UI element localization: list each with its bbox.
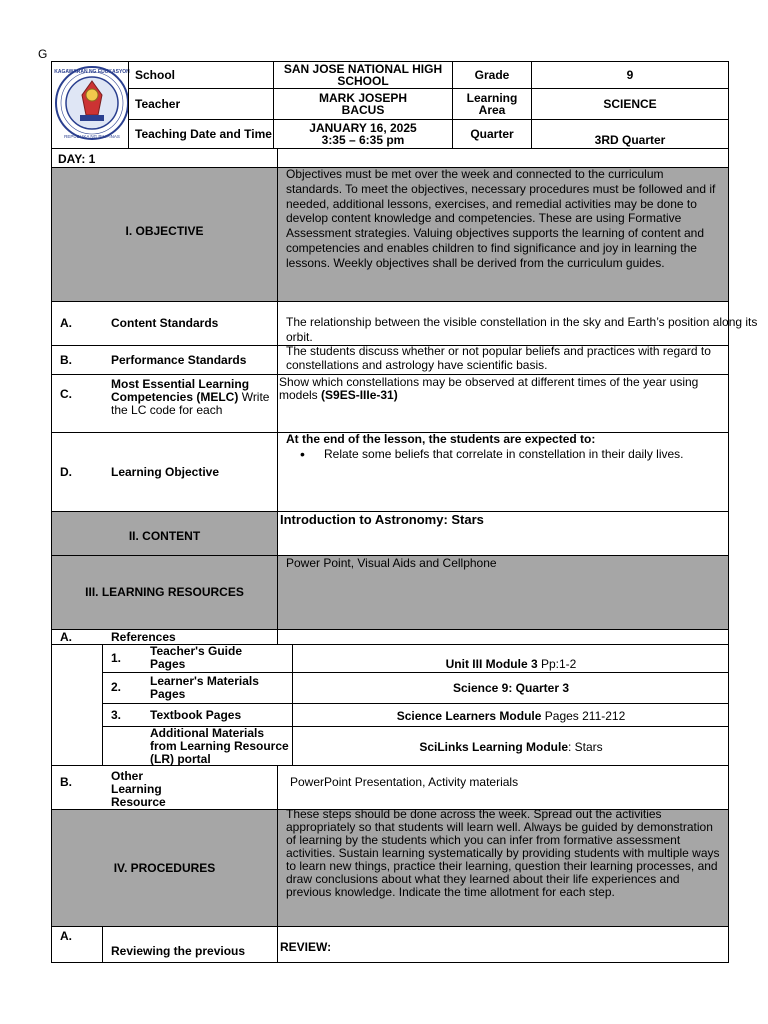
- reference-value-rest: Pages 211-212: [541, 709, 626, 723]
- reviewing-value: REVIEW:: [280, 940, 332, 954]
- corner-mark: G: [38, 47, 48, 61]
- time-value: 3:35 – 6:35 pm: [321, 133, 405, 147]
- reference-item-value: [293, 657, 729, 671]
- resources-title: III. LEARNING RESOURCES: [85, 585, 244, 599]
- svg-text:KAGAWARAN NG EDUKASYON: KAGAWARAN NG EDUKASYON: [54, 69, 130, 75]
- performance-standards-letter: B.: [60, 353, 72, 367]
- objective-text: Objectives must be met over the week and connected to the curriculum standards. To meet the objectives, necessary procedures must be followed and if needed, additional lessons, exercises, and remedial activities may be done to develop content knowledge and competencies. These are using Formative Assessment strategies. Valuing objectives supports the learning of content and competencies and enables children to find significance and joy in learning the lessons. Weekly objectives shall be derived from the curriculum guides.: [286, 167, 716, 270]
- reference-item-value: [293, 681, 729, 695]
- divider: [277, 345, 278, 375]
- content-title: II. CONTENT: [128, 529, 201, 543]
- reference-value-bold: Unit III Module 3: [445, 657, 538, 671]
- performance-standards-label: Performance Standards: [111, 353, 247, 367]
- divider: [277, 926, 278, 963]
- learning-objective-letter: D.: [60, 465, 72, 479]
- divider: [277, 374, 278, 433]
- reference-value-rest: Pp:1-2: [537, 657, 577, 671]
- melc-text-block: [279, 376, 727, 402]
- reference-item-label: Teacher's Guide Pages: [150, 644, 242, 671]
- other-resource-text: PowerPoint Presentation, Activity materials: [290, 775, 519, 789]
- deped-seal-icon: [54, 65, 130, 141]
- melc-code: (S9ES-IIIe-31): [321, 388, 398, 402]
- reviewing-letter: A.: [60, 929, 72, 943]
- content-standards-letter: A.: [60, 316, 72, 330]
- content-standards-label: Content Standards: [111, 316, 219, 330]
- date-time-cell: [273, 119, 453, 149]
- divider: [277, 432, 278, 512]
- reference-value-rest: : Stars: [568, 740, 603, 754]
- quarter-value: 3RD Quarter: [531, 119, 729, 149]
- quarter-label: Quarter: [452, 119, 532, 149]
- svg-text:REPUBLIKA NG PILIPINAS: REPUBLIKA NG PILIPINAS: [64, 134, 120, 139]
- reviewing-label: Reviewing the previous: [111, 944, 246, 958]
- reference-item-num: 3.: [111, 708, 122, 722]
- bullet-dot-icon: •: [300, 446, 305, 462]
- reference-item-num: 2.: [111, 680, 122, 694]
- objective-title: I. OBJECTIVE: [125, 224, 204, 238]
- divider: [277, 629, 278, 645]
- reference-item-label: Learner's Materials Pages: [150, 674, 259, 701]
- school-label: School: [128, 61, 274, 89]
- grade-label: Grade: [452, 61, 532, 89]
- reference-item-value: [293, 709, 729, 723]
- procedures-title: IV. PROCEDURES: [113, 861, 216, 875]
- grade-value: 9: [531, 61, 729, 89]
- area-label: Learning Area: [452, 88, 532, 120]
- melc-label: [111, 378, 271, 417]
- learning-objective-intro: At the end of the lesson, the students are expected to:: [286, 432, 596, 446]
- reference-item-label: Textbook Pages: [150, 708, 242, 722]
- reference-value-bold: SciLinks Learning Module: [419, 740, 568, 754]
- date-value: JANUARY 16, 2025: [309, 121, 417, 135]
- other-resource-label: Other Learning Resource: [111, 769, 166, 809]
- teacher-label: Teacher: [128, 88, 274, 120]
- resources-text: Power Point, Visual Aids and Cellphone: [286, 556, 497, 570]
- reference-item-label: Additional Materials from Learning Resource (LR) portal: [150, 726, 289, 766]
- reference-value-bold: Science Learners Module: [396, 709, 542, 723]
- learning-objective-label: Learning Objective: [111, 465, 220, 479]
- day-label: DAY: 1: [58, 152, 96, 166]
- melc-label-rest: Write the LC code for each: [111, 390, 270, 417]
- references-letter: A.: [60, 630, 72, 644]
- divider: [277, 765, 278, 810]
- reference-value-bold: Science 9: Quarter 3: [452, 681, 570, 695]
- melc-letter: C.: [60, 387, 72, 401]
- divider: [102, 926, 103, 963]
- references-label: References: [111, 630, 176, 644]
- performance-standards-text: The students discuss whether or not popular beliefs and practices with regard to constellations and astrology have scientific basis.: [286, 344, 711, 372]
- divider: [277, 301, 278, 346]
- melc-text: Show which constellations may be observed at different times of the year using models: [279, 375, 699, 402]
- date-label: Teaching Date and Time: [128, 119, 274, 149]
- area-value: SCIENCE: [531, 88, 729, 120]
- content-standards-text: The relationship between the visible constellation in the sky and Earth’s position along its orbit.: [286, 315, 758, 344]
- other-resource-letter: B.: [60, 775, 72, 789]
- school-value: SAN JOSE NATIONAL HIGH SCHOOL: [273, 61, 453, 89]
- content-text: Introduction to Astronomy: Stars: [280, 512, 484, 527]
- teacher-value: MARK JOSEPH BACUS: [273, 88, 453, 120]
- reference-item-value: [293, 740, 729, 754]
- melc-label-bold: Most Essential Learning Competencies (MELC): [111, 377, 250, 404]
- learning-objective-bullet: Relate some beliefs that correlate in constellation in their daily lives.: [324, 447, 684, 461]
- reference-item-num: 1.: [111, 651, 122, 665]
- procedures-text: These steps should be done across the week. Spread out the activities appropriately so that students will learn well. Always be guided by demonstration of learning by the students which you can infer from formative assessment activities. Sustain learning systematically by providing students with multiple ways to learn new things, practice their learning, question their learning processes, and draw conclusions about what they learned about their life experiences and previous knowledge. Indicate the time allotment for each step.: [286, 807, 720, 899]
